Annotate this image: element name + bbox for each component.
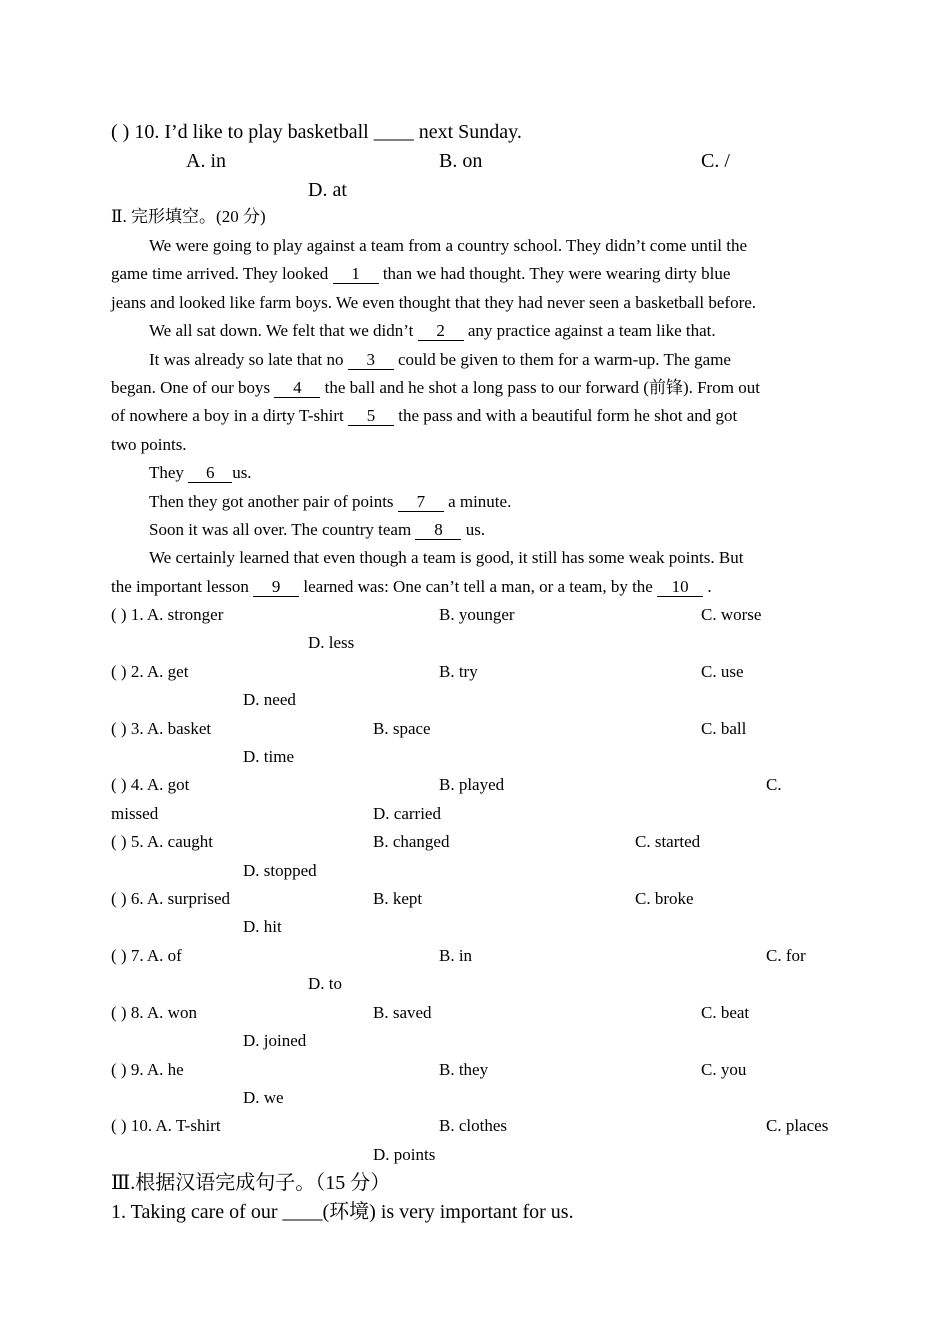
option-b: B. saved	[373, 1003, 432, 1022]
option-d: D. less	[308, 633, 355, 652]
answer-paren: ( )	[111, 121, 130, 143]
cloze-blank-2: 2	[418, 322, 464, 341]
option-c-continued: missed	[111, 804, 159, 823]
section-3-title: Ⅲ.根据汉语完成句子。（15 分）	[111, 1172, 391, 1194]
answer-blank: ____	[282, 1201, 323, 1223]
passage-line: Soon it was all over. The country team 8 us.	[149, 520, 486, 539]
cloze-blank-1: 1	[333, 265, 379, 284]
option-b: B. space	[373, 719, 431, 738]
option-d: D. to	[308, 974, 342, 993]
option-c: C. you	[701, 1060, 747, 1079]
passage-line: game time arrived. They looked 1 than we had thought. They were wearing dirty blue	[111, 264, 731, 283]
option-b: B. in	[439, 946, 473, 965]
option-d: D. we	[243, 1088, 284, 1107]
option-row-8: ( ) 8. A. won	[111, 1003, 197, 1022]
option-row-9: ( ) 9. A. he	[111, 1060, 184, 1079]
cloze-blank-10: 10	[657, 578, 703, 597]
option-d: D. hit	[243, 917, 282, 936]
option-row-4: ( ) 4. A. got	[111, 775, 190, 794]
option-c: C. broke	[635, 889, 694, 908]
passage-line: began. One of our boys 4 the ball and he shot a long pass to our forward (前锋). From out	[111, 378, 760, 397]
passage-line: jeans and looked like farm boys. We even thought that they had never seen a basketball before.	[111, 293, 757, 312]
option-c: C. started	[635, 832, 701, 851]
passage-line: We certainly learned that even though a team is good, it still has some weak points. But	[149, 548, 744, 567]
option-row-1: ( ) 1. A. stronger	[111, 605, 224, 624]
option-b: B. younger	[439, 605, 515, 624]
option-row-3: ( ) 3. A. basket	[111, 719, 212, 738]
question-text-end: next Sunday.	[418, 121, 522, 143]
passage-line: We were going to play against a team from a country school. They didn’t come until the	[149, 236, 748, 255]
option-row-2: ( ) 2. A. get	[111, 662, 189, 681]
question-10-stem	[111, 122, 522, 142]
passage-line: the important lesson 9 learned was: One can’t tell a man, or a team, by the 10 .	[111, 577, 712, 596]
option-c: C. places	[766, 1116, 829, 1135]
cloze-blank-3: 3	[348, 351, 394, 370]
cloze-blank-4: 4	[274, 379, 320, 398]
option-c: C. beat	[701, 1003, 750, 1022]
option-a: A. in	[186, 150, 226, 172]
option-b: B. clothes	[439, 1116, 507, 1135]
option-d: D. stopped	[243, 861, 317, 880]
passage-line: Then they got another pair of points 7 a minute.	[149, 492, 512, 511]
cloze-blank-7: 7	[398, 493, 444, 512]
option-b: B. played	[439, 775, 505, 794]
option-row-5: ( ) 5. A. caught	[111, 832, 213, 851]
option-b: B. kept	[373, 889, 423, 908]
sentence-1: 1. Taking care of our ____(环境) is very important for us.	[111, 1201, 574, 1223]
option-c: C. /	[701, 150, 730, 172]
option-c: C. ball	[701, 719, 747, 738]
option-c: C. for	[766, 946, 806, 965]
option-d: D. need	[243, 690, 296, 709]
option-row-10: ( ) 10. A. T-shirt	[111, 1116, 221, 1135]
question-text: 10. I’d like to play basketball	[134, 121, 369, 143]
option-d: D. at	[308, 179, 347, 201]
option-row-6: ( ) 6. A. surprised	[111, 889, 230, 908]
option-d: D. time	[243, 747, 294, 766]
passage-line: of nowhere a boy in a dirty T-shirt 5 the pass and with a beautiful form he shot and got	[111, 406, 738, 425]
cloze-blank-6: 6	[188, 464, 232, 483]
option-d: D. carried	[373, 804, 441, 823]
cloze-blank-9: 9	[253, 578, 299, 597]
passage-line: They 6 us.	[149, 463, 252, 482]
option-c: C.	[766, 775, 782, 794]
option-c: C. use	[701, 662, 744, 681]
option-b: B. they	[439, 1060, 489, 1079]
cloze-blank-5: 5	[348, 407, 394, 426]
option-b: B. try	[439, 662, 478, 681]
passage-line: It was already so late that no 3 could be given to them for a warm-up. The game	[149, 350, 731, 369]
cloze-blank-8: 8	[415, 521, 461, 540]
option-b: B. changed	[373, 832, 450, 851]
option-d: D. joined	[243, 1031, 307, 1050]
section-2-title: Ⅱ. 完形填空。(20 分)	[111, 207, 266, 226]
answer-blank: ____	[373, 121, 414, 143]
option-c: C. worse	[701, 605, 762, 624]
option-row-7: ( ) 7. A. of	[111, 946, 182, 965]
option-d: D. points	[373, 1145, 436, 1164]
passage-line: two points.	[111, 435, 187, 454]
option-b: B. on	[439, 150, 483, 172]
passage-line: We all sat down. We felt that we didn’t 2 any practice against a team like that.	[149, 321, 716, 340]
